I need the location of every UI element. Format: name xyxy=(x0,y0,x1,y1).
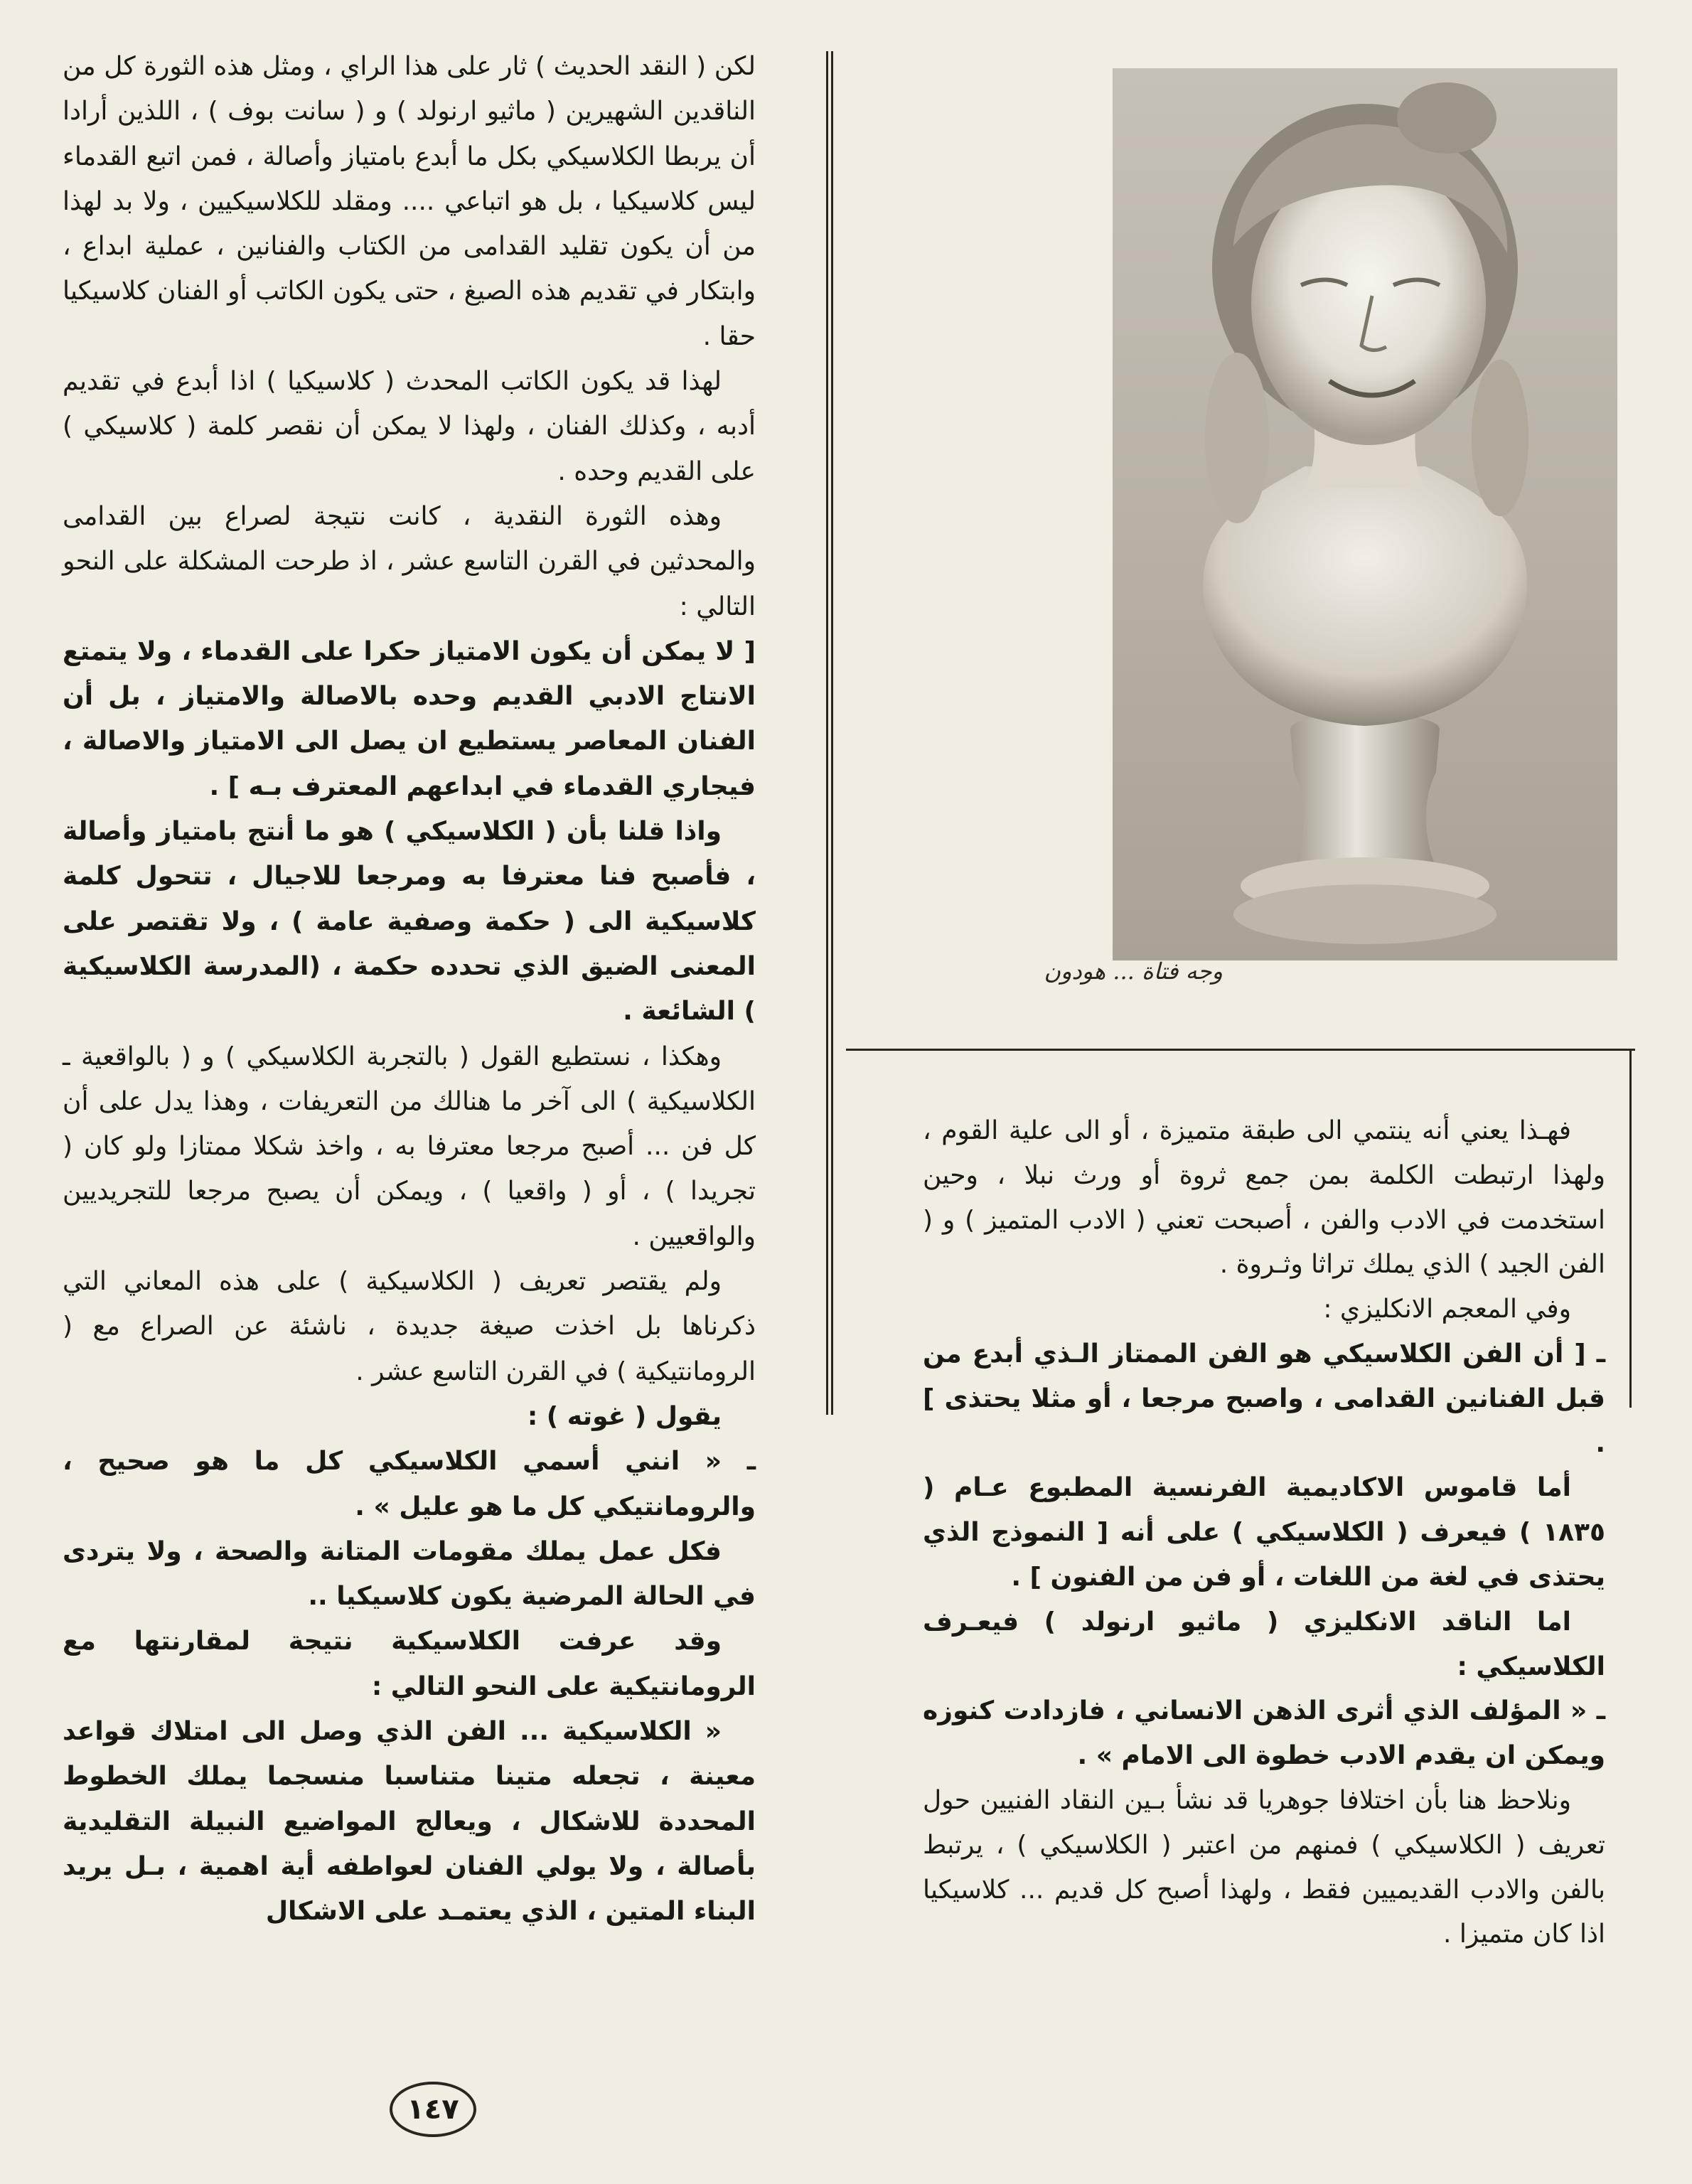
bold-paragraph: « الكلاسيكية ... الفن الذي وصل الى امتلاك قواعد معينة ، تجعله متينا متناسبا منسجما يملك الخطوط المحددة للاشكال ، ويعالج المواضيع النبيلة التقليدية بأصالة ، ولا يولي الفنان لعواطفه أية اهمية ، بـل يريد البناء المتين ، الذي يعتمـد على الاشكال xyxy=(63,1716,756,1927)
paragraph: ونلاحظ هنا بأن اختلافا جوهريا قد نشأ بـين النقاد الفنيين حول تعريف ( الكلاسيكي ) فمنهم من اعتبر ( الكلاسيكي ) ، يرتبط بالفن والادب القديميين فقط ، ولهذا أصبح كل قديم ... كلاسيكيا اذا كان متميزا . xyxy=(923,1785,1605,1949)
paragraph: وفي المعجم الانكليزي : xyxy=(1323,1295,1571,1324)
paragraph: فهـذا يعني أنه ينتمي الى طبقة متميزة ، أو الى علية القوم ، ولهذا ارتبطت الكلمة بمن جمع ثروة أو ورث نبلا ، وحين استخدمت في الادب والفن ، أصبحت تعني ( الادب المتميز ) و ( الفن الجيد ) الذي يملك تراثا وثـروة . xyxy=(923,1116,1605,1280)
bold-paragraph: واذا قلنا بأن ( الكلاسيكي ) هو ما أنتج بامتياز وأصالة ، فأصبح فنا معترفا به ومرجعا للاجيال ، تتحول كلمة كلاسيكية الى ( حكمة وصفية عامة ) ، ولا تقتصر على المعنى الضيق الذي تحدده حكمة ، (المدرسة الكلاسيكية ) الشائعة . xyxy=(63,817,756,1027)
paragraph: لهذا قد يكون الكاتب المحدث ( كلاسيكيا ) اذا أبدع في تقديم أدبه ، وكذلك الفنان ، ولهذا لا يمكن أن نقصر كلمة ( كلاسيكي ) على القديم وحده . xyxy=(63,367,756,486)
quote-paragraph: [ لا يمكن أن يكون الامتياز حكرا على القدماء ، ولا يتمتع الانتاج الادبي القديم وحده بالاصالة والامتياز ، بل أن الفنان المعاصر يستطيع ان يصل الى الامتياز والاصالة ، فيجاري القدماء في ابداعهم المعترف بـه ] . xyxy=(63,636,756,801)
left-text-column xyxy=(63,44,756,1934)
box-top-border xyxy=(846,1049,1635,1051)
paragraph: وهكذا ، نستطيع القول ( بالتجربة الكلاسيكي ) و ( بالواقعية ـ الكلاسيكية ) الى آخر ما هنالك من التعريفات ، وهذا يدل على أن كل فن ... أصبح مرجعا معترفا به ، واخذ شكلا ممتازا ولو كان ( تجريدا ) ، أو ( واقعيا ) ، ويمكن أن يصبح مرجعا للتجريديين والواقعيين . xyxy=(63,1042,756,1251)
box-right-border xyxy=(1629,1049,1632,1408)
paragraph: لكن ( النقد الحديث ) ثار على هذا الراي ، ومثل هذه الثورة كل من الناقدين الشهيرين ( ماثيو ارنولد ) و ( سانت بوف ) ، اللذين أرادا أن يربطا الكلاسيكي بكل ما أبدع بامتياز وأصالة ، فمن اتبع القدماء ليس كلاسيكيا ، بل هو اتباعي .... ومقلد للكلاسيكيين ، ولا بد لهذا من أن يكون تقليد القدامى من الكتاب والفنانين ، عملية ابداع ، وابتكار في تقديم هذه الصيغ ، حتى يكون الكاتب أو الفنان كلاسيكيا حقا . xyxy=(63,52,756,351)
paragraph: ولم يقتصر تعريف ( الكلاسيكية ) على هذه المعاني التي ذكرناها بل اخذت صيغة جديدة ، ناشئة عن الصراع مع ( الرومانتيكية ) في القرن التاسع عشر . xyxy=(63,1267,756,1386)
column-divider xyxy=(826,51,833,1415)
bust-sculpture-image xyxy=(1113,68,1617,960)
bold-paragraph: أما قاموس الاكاديمية الفرنسية المطبوع عـام ( ١٨٣٥ ) فيعرف ( الكلاسيكي ) على أنه [ النموذج الذي يحتذى في لغة من اللغات ، أو فن من الفنون ] . xyxy=(923,1473,1605,1592)
bold-paragraph: اما الناقد الانكليزي ( ماثيو ارنولد ) فيعـرف الكلاسيكي : xyxy=(923,1607,1605,1681)
bold-paragraph: يقول ( غوته ) : xyxy=(527,1401,722,1431)
quote-paragraph: ـ « المؤلف الذي أثرى الذهن الانساني ، فازدادت كنوزه ويمكن ان يقدم الادب خطوة الى الامام » . xyxy=(923,1696,1605,1771)
right-text-column xyxy=(923,1109,1605,1957)
quote-paragraph: ـ « انني أسمي الكلاسيكي كل ما هو صحيح ، والرومانتيكي كل ما هو عليل » . xyxy=(63,1447,756,1521)
paragraph: وهذه الثورة النقدية ، كانت نتيجة لصراع بين القدامى والمحدثين في القرن التاسع عشر ، اذ طرحت المشكلة على النحو التالي : xyxy=(63,501,756,621)
bust-photo xyxy=(1113,68,1617,960)
bold-paragraph: وقد عرفت الكلاسيكية نتيجة لمقارنتها مع الرومانتيكية على النحو التالي : xyxy=(63,1627,756,1701)
photo-caption: وجه فتاة ... هودون xyxy=(1044,958,1223,985)
quote-paragraph: ـ [ أن الفن الكلاسيكي هو الفن الممتاز الـذي أبدع من قبل الفنانين القدامى ، واصبح مرجعا ، أو مثلا يحتذى ] . xyxy=(923,1339,1605,1458)
page-number: ١٤٧ xyxy=(390,2082,476,2137)
bold-paragraph: فكل عمل يملك مقومات المتانة والصحة ، ولا يتردى في الحالة المرضية يكون كلاسيكيا .. xyxy=(63,1536,756,1612)
